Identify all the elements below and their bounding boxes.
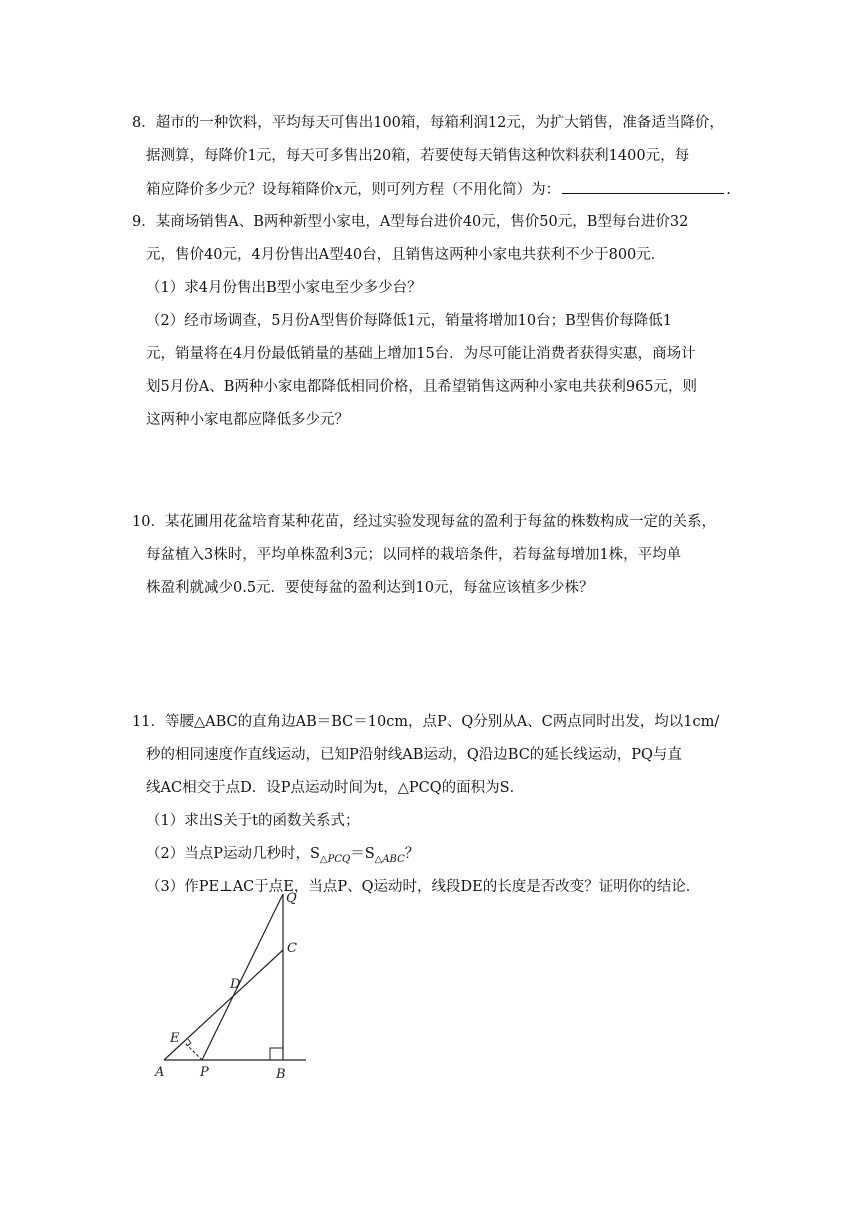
line-pq	[202, 894, 283, 1060]
q9-part-2-line-4: 这两种小家电都应降低多少元？	[146, 412, 349, 428]
q10-line-2: 每盆植入3株时，平均单株盈利3元；以同样的栽培条件，若每盆每增加1株，平均单	[146, 547, 682, 563]
q10-line-1: 10．某花圃用花盆培育某种花苗，经过实验发现每盆的盈利于每盆的株数构成一定的关系，	[132, 514, 716, 530]
label-b: B	[276, 1067, 286, 1082]
q9-part-2-line-1: （2）经市场调查，5月份A型售价每降低1元，销量将增加10台；B型售价每降低1	[146, 313, 672, 329]
q11-part-2: （2）当点P运动几秒时，$S_{\triangle PCQ}=S_{\triangle ABC}$？	[146, 846, 420, 865]
line-ac	[164, 950, 283, 1060]
label-d: D	[230, 977, 241, 992]
label-c: C	[287, 941, 297, 956]
answer-blank[interactable]	[562, 179, 724, 194]
q9-part-2-line-3: 划5月份A、B两种小家电都降低相同价格，且希望销售这两种小家电共获利965元，则	[146, 379, 698, 395]
q8-line-2: 据测算，每降价1元，每天可多售出20箱，若要使每天销售这种饮料获利1400元，每	[146, 148, 690, 164]
q9-line-1: 9．某商场销售A、B两种新型小家电，A型每台进价40元，售价50元，B型每台进价32	[132, 214, 689, 230]
q8-line-1: 8．超市的一种饮料，平均每天可售出100箱，每箱利润12元，为扩大销售，准备适当降价，	[132, 115, 724, 131]
label-e: E	[170, 1031, 180, 1046]
q11-part-1: （1）求出S关于t的函数关系式；	[146, 813, 360, 829]
line-pe	[184, 1042, 202, 1060]
q10-line-3: 株盈利就减少0.5元．要使每盆的盈利达到10元，每盆应该植多少株？	[146, 580, 594, 596]
q11-line-2: 秒的相同速度作直线运动，已知P沿射线AB运动，Q沿边BC的延长线运动，PQ与直	[146, 747, 682, 763]
geometry-figure	[150, 882, 320, 1082]
label-p: P	[200, 1065, 209, 1080]
q11-line-1: 11．等腰△ABC的直角边AB＝BC＝10cm，点P、Q分别从A、C两点同时出发，均以1cm/	[132, 714, 720, 730]
q11-part-3: （3）作PE⊥AC于点E，当点P、Q运动时，线段DE的长度是否改变？证明你的结论．	[146, 879, 701, 895]
q9-part-1: （1）求4月份售出B型小家电至少多少台？	[146, 280, 422, 296]
q11-line-3: 线AC相交于点D．设P点运动时间为t，△PCQ的面积为S．	[146, 780, 525, 796]
label-q: Q	[286, 891, 297, 906]
q9-part-2-line-2: 元，销量将在4月份最低销量的基础上增加15台．为尽可能让消费者获得实惠，商场计	[146, 346, 696, 362]
q9-line-2: 元，售价40元，4月份售出A型40台，且销售这两种小家电共获利不少于800元．	[146, 247, 666, 263]
right-angle-b-icon	[270, 1048, 283, 1060]
label-a: A	[155, 1065, 165, 1080]
q8-line-3: 箱应降价多少元？设每箱降价x元，则可列方程（不用化简）为： .	[146, 179, 731, 200]
